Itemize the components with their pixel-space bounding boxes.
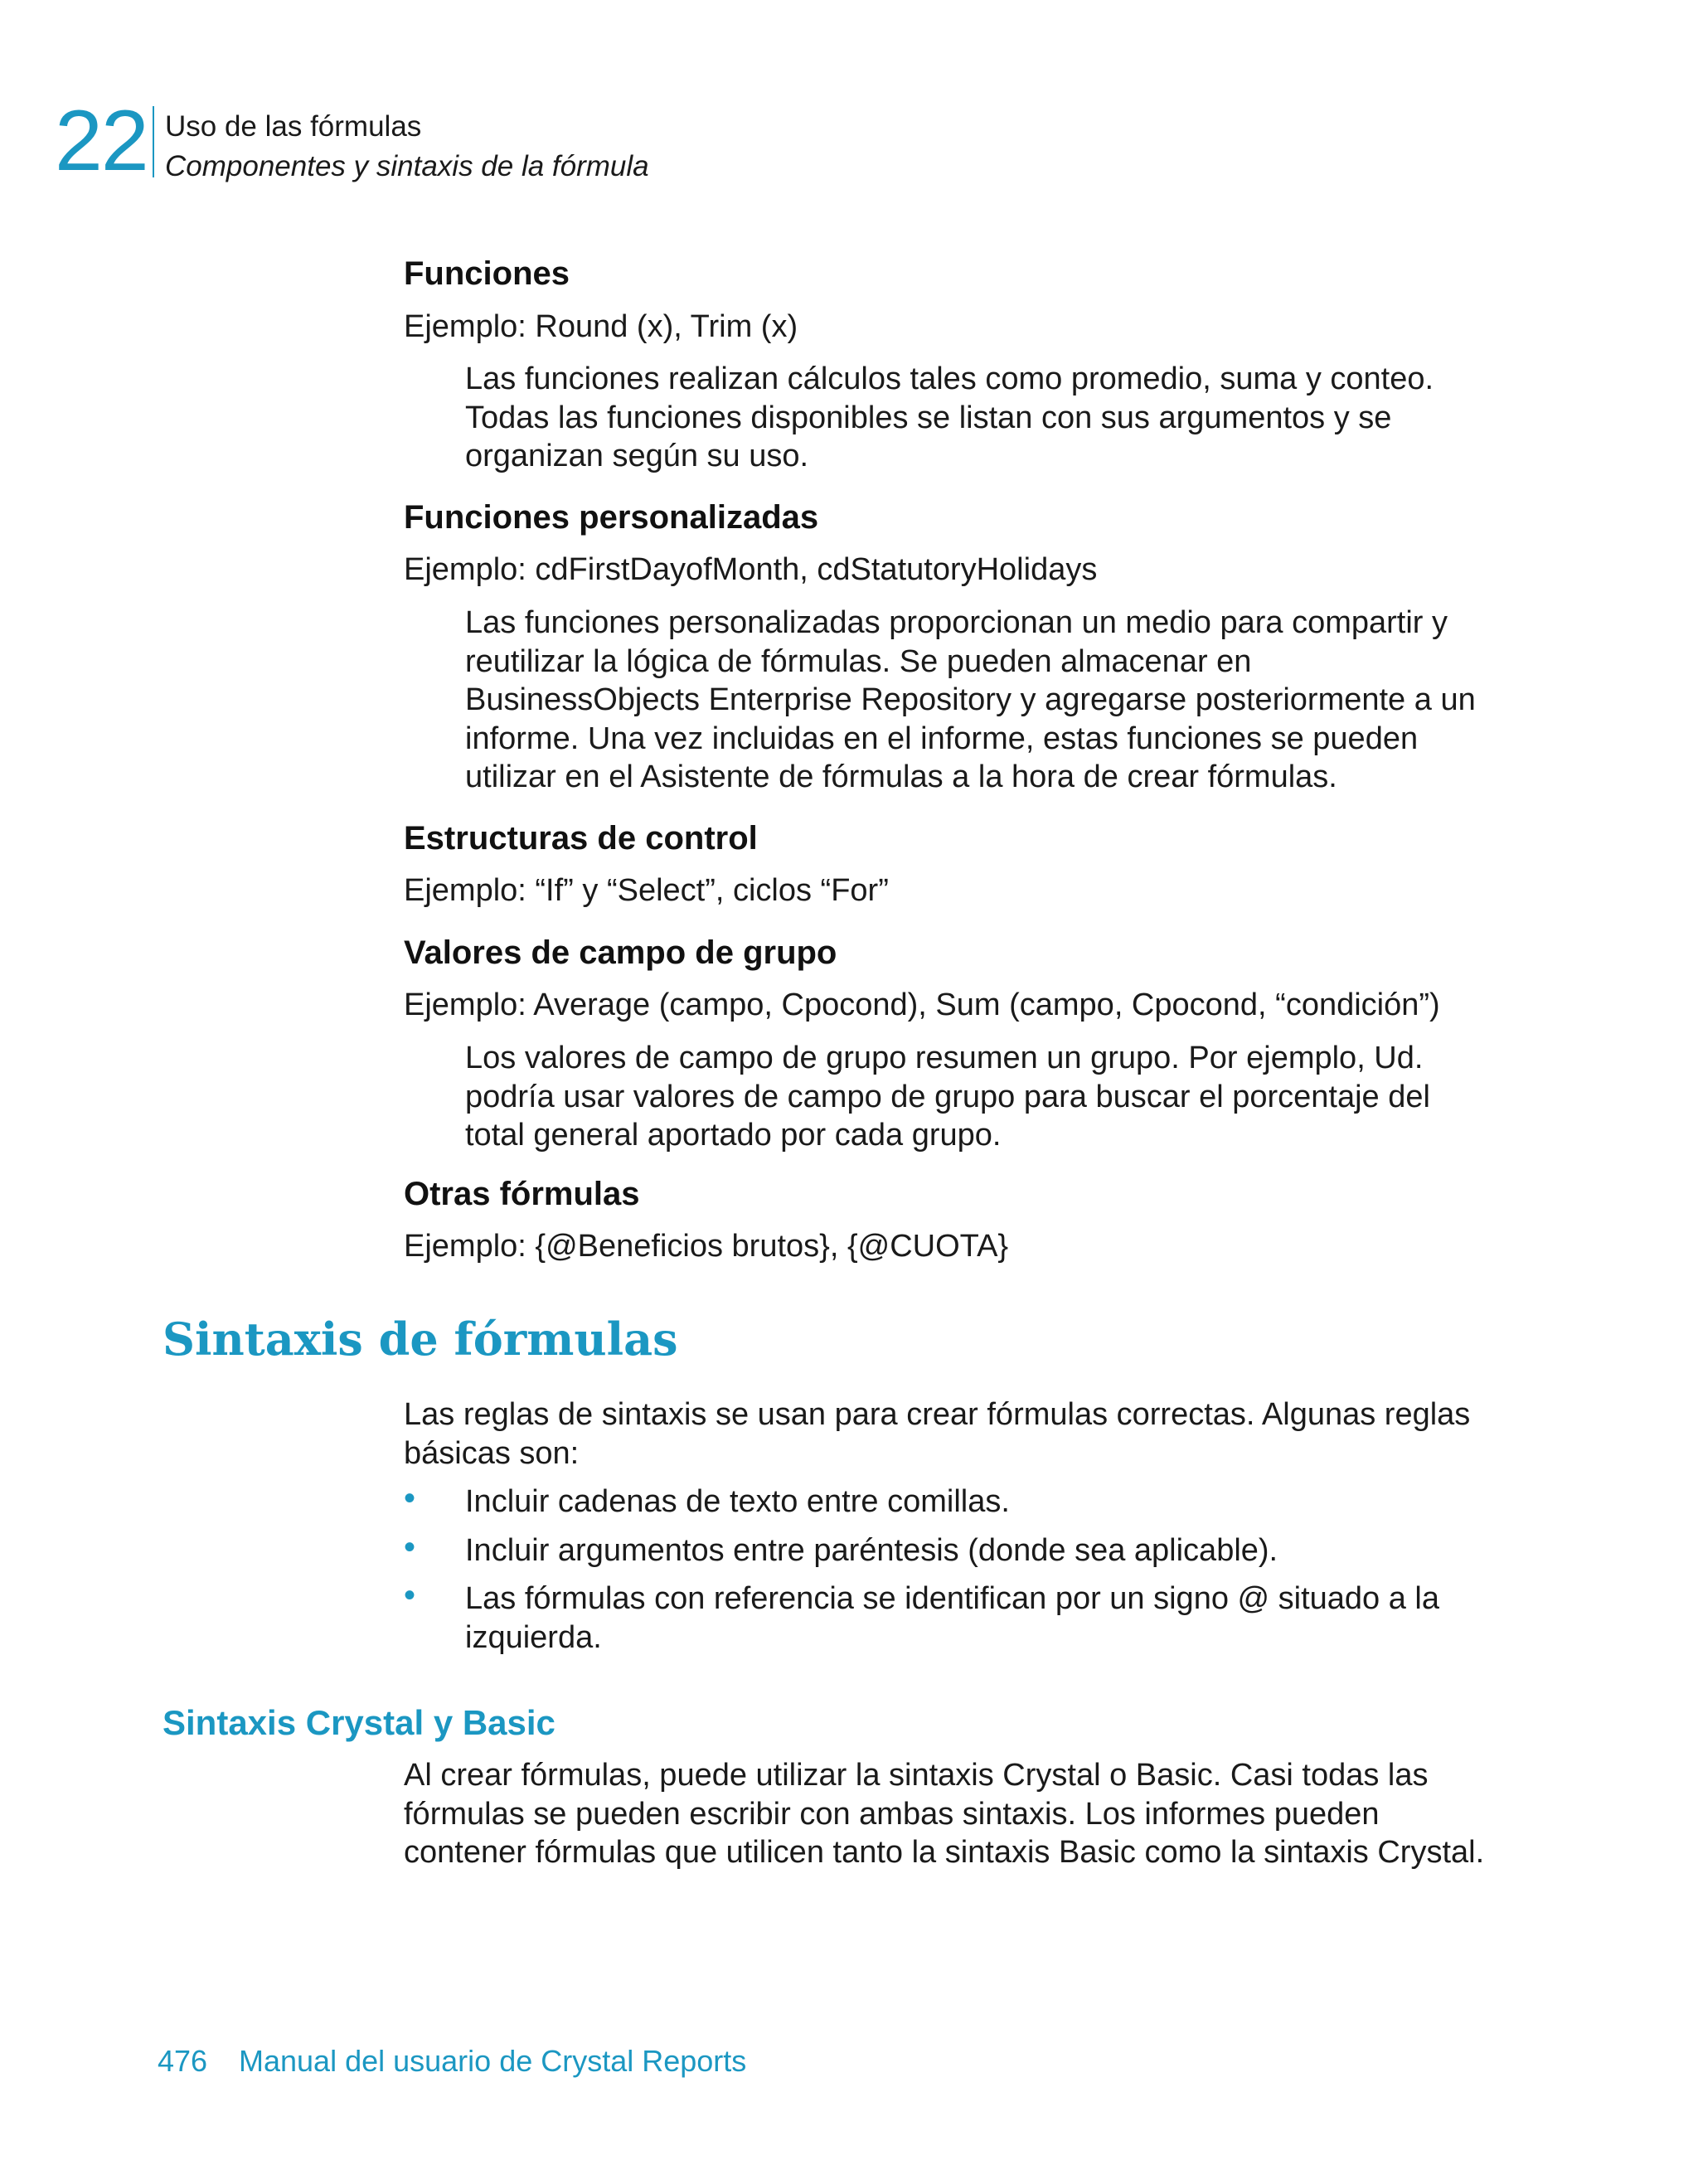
description-line: Todas las funciones disponibles se listan con sus argumentos y se	[465, 400, 1392, 435]
description-funciones	[465, 360, 1510, 476]
section-heading-sintaxis: Sintaxis de fórmulas	[163, 1313, 678, 1366]
book-title: Manual del usuario de Crystal Reports	[239, 2044, 747, 2078]
example-funciones: Ejemplo: Round (x), Trim (x)	[404, 309, 798, 344]
description-line: Las funciones personalizadas proporcionan un medio para compartir y	[465, 605, 1448, 640]
page-number: 476	[158, 2044, 208, 2078]
chapter-title: Uso de las fórmulas	[165, 110, 422, 143]
section-title: Componentes y sintaxis de la fórmula	[165, 150, 649, 182]
description-line: organizan según su uso.	[465, 439, 809, 473]
subsection-heading-crystal-basic: Sintaxis Crystal y Basic	[163, 1703, 555, 1742]
example-otras-formulas: Ejemplo: {@Beneficios brutos}, {@CUOTA}	[404, 1229, 1009, 1264]
bullet-icon: •	[404, 1577, 416, 1614]
heading-funciones-personalizadas: Funciones personalizadas	[404, 499, 819, 536]
paragraph-line: Al crear fórmulas, puede utilizar la sintaxis Crystal o Basic. Casi todas las	[404, 1758, 1429, 1793]
example-estructuras-de-control: Ejemplo: “If” y “Select”, ciclos “For”	[404, 873, 889, 908]
paragraph-line: básicas son:	[404, 1435, 580, 1471]
description-valores-de-campo-de-grupo	[465, 1039, 1510, 1155]
description-line: informe. Una vez incluidas en el informe, estas funciones se pueden	[465, 721, 1419, 756]
example-valores-de-campo-de-grupo: Ejemplo: Average (campo, Cpocond), Sum (campo, Cpocond, “condición”)	[404, 988, 1440, 1022]
crystal-basic-paragraph	[404, 1756, 1531, 1872]
chapter-number: 22	[55, 93, 148, 189]
syntax-intro	[404, 1395, 1531, 1473]
paragraph-line: contener fórmulas que utilicen tanto la sintaxis Basic como la sintaxis Crystal.	[404, 1835, 1485, 1870]
heading-valores-de-campo-de-grupo: Valores de campo de grupo	[404, 934, 837, 971]
header-divider	[153, 106, 154, 177]
bullet-icon: •	[404, 1528, 416, 1565]
description-line: utilizar en el Asistente de fórmulas a la hora de crear fórmulas.	[465, 760, 1337, 794]
list-item	[404, 1480, 1531, 1522]
list-item-text: Incluir argumentos entre paréntesis (donde sea aplicable).	[465, 1532, 1278, 1568]
description-line: Las funciones realizan cálculos tales como promedio, suma y conteo.	[465, 362, 1434, 396]
list-item	[404, 1577, 1531, 1657]
example-funciones-personalizadas: Ejemplo: cdFirstDayofMonth, cdStatutoryHolidays	[404, 552, 1098, 587]
description-funciones-personalizadas	[465, 604, 1510, 797]
description-line: podría usar valores de campo de grupo para buscar el porcentaje del	[465, 1079, 1430, 1114]
paragraph-line: fórmulas se pueden escribir con ambas sintaxis. Los informes pueden	[404, 1796, 1380, 1832]
bullet-icon: •	[404, 1480, 416, 1517]
syntax-rules-list	[404, 1480, 1531, 1667]
description-line: reutilizar la lógica de fórmulas. Se pueden almacenar en	[465, 643, 1252, 679]
paragraph-line: Las reglas de sintaxis se usan para crear fórmulas correctas. Algunas reglas	[404, 1397, 1471, 1432]
list-item	[404, 1528, 1531, 1570]
list-item-text: Las fórmulas con referencia se identifican por un signo @ situado a la	[465, 1581, 1440, 1616]
list-item-text: izquierda.	[465, 1619, 602, 1655]
heading-funciones: Funciones	[404, 255, 570, 292]
heading-otras-formulas: Otras fórmulas	[404, 1176, 640, 1212]
description-line: BusinessObjects Enterprise Repository y agregarse posteriormente a un	[465, 682, 1476, 717]
heading-estructuras-de-control: Estructuras de control	[404, 820, 758, 857]
description-line: total general aportado por cada grupo.	[465, 1118, 1002, 1153]
list-item-text: Incluir cadenas de texto entre comillas.	[465, 1484, 1010, 1519]
description-line: Los valores de campo de grupo resumen un grupo. Por ejemplo, Ud.	[465, 1041, 1424, 1075]
